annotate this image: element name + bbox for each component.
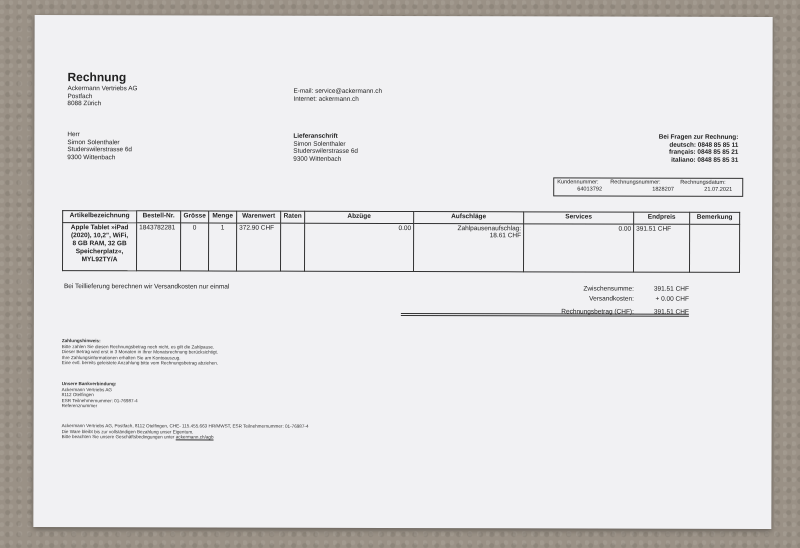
subtotal-row — [542, 284, 689, 294]
total-value: 391.51 CHF — [653, 308, 689, 316]
customer-number-value: 64013792 — [577, 186, 603, 193]
bank-details — [62, 381, 138, 409]
footer-line: Die Ware bleibt bis zur vollständigen Bezahlung unser Eigentum. — [61, 428, 194, 435]
sender-address — [67, 85, 137, 108]
sender-name: Ackermann Vertriebs AG — [67, 85, 138, 93]
contact-info — [293, 88, 382, 103]
delivery-street: Studerswilerstrasse 6d — [293, 147, 358, 156]
item-value: 372.90 CHF — [237, 223, 281, 271]
payment-note — [62, 338, 218, 366]
recipient-salutation: Herr — [67, 131, 80, 139]
totals-block — [542, 284, 689, 317]
line-items-table — [62, 210, 740, 273]
item-surcharges — [414, 224, 524, 272]
contact-internet: Internet: ackermann.ch — [293, 95, 359, 103]
payment-line: Bitte zahlen Sie diesen Rechnungsbetrag noch nicht, es gilt die Zahlpause. — [61, 343, 215, 350]
bank-line: Referenznummer — [61, 403, 98, 409]
payment-line: Dieser Betrag wird erst in 3 Monaten in Ihrer Monatsrechnung berücksichtigt. — [61, 349, 219, 355]
questions-heading: Bei Fragen zur Rechnung: — [658, 133, 739, 141]
invoice-title: Rechnung — [67, 70, 127, 85]
footer-line — [62, 434, 309, 440]
footer — [62, 423, 309, 440]
surcharge-label: Zahlpausenaufschlag: — [457, 225, 522, 233]
shipping-value: + 0.00 CHF — [655, 295, 689, 303]
item-desc-line: MYL92TY/A — [81, 256, 118, 264]
subtotal-label: Zwischensumme: — [583, 285, 634, 293]
col-header: Services — [524, 212, 634, 224]
invoice-number-value: 1828207 — [652, 186, 675, 193]
col-header: Menge — [209, 211, 237, 223]
col-header: Grösse — [181, 211, 209, 223]
customer-number-label: Kundennummer: — [557, 179, 599, 186]
invoice-number-label: Rechnungsnummer: — [610, 179, 661, 186]
col-header: Raten — [281, 211, 305, 223]
item-services: 0.00 — [524, 224, 634, 272]
total-row — [542, 307, 689, 317]
item-deductions: 0.00 — [305, 223, 414, 271]
invoice-sheet — [33, 15, 772, 529]
col-header: Endpreis — [634, 212, 690, 224]
item-remark — [690, 224, 740, 272]
recipient-street: Studerswilerstrasse 6d — [67, 146, 132, 154]
phone-german: deutsch: 0848 85 85 11 — [669, 141, 739, 149]
col-header: Bemerkung — [690, 212, 740, 224]
bank-line: 8112 Otelfingen — [61, 392, 94, 398]
delivery-address — [293, 133, 358, 164]
shipping-label: Versandkosten: — [589, 295, 634, 303]
recipient-name: Simon Solenthaler — [67, 138, 120, 146]
payment-line: Ihre Zahlungsinformationen erhalten Sie am Kontoauszug. — [61, 354, 181, 361]
col-header: Bestell-Nr. — [137, 211, 181, 223]
item-rates — [281, 223, 305, 271]
subtotal-value: 391.51 CHF — [653, 285, 689, 293]
surcharge-value: 18.61 CHF — [489, 232, 522, 240]
col-header: Abzüge — [305, 211, 414, 223]
item-quantity: 1 — [209, 223, 237, 271]
col-header: Warenwert — [237, 211, 281, 223]
support-phone-block — [659, 134, 739, 165]
delivery-name: Simon Solenthaler — [293, 140, 346, 148]
bank-line: Ackermann Vertriebs AG — [61, 386, 113, 392]
item-final-price: 391.51 CHF — [634, 224, 690, 272]
total-label: Rechnungsbetrag (CHF): — [561, 308, 634, 316]
item-desc-line: 8 GB RAM, 32 GB — [72, 240, 127, 248]
item-desc-line: Speicherplatz«, — [75, 248, 124, 256]
item-desc-line: (2020), 10,2", WiFi, — [70, 232, 129, 240]
table-row — [63, 223, 740, 273]
item-size: 0 — [181, 223, 209, 271]
delivery-city: 9300 Wittenbach — [293, 155, 342, 163]
sender-line3: 8088 Zürich — [67, 100, 102, 108]
col-header: Aufschläge — [414, 212, 524, 224]
shipping-row — [542, 294, 689, 304]
sender-line2: Postfach — [67, 92, 93, 100]
invoice-date-value: 21.07.2021 — [704, 186, 733, 193]
col-header: Artikelbezeichnung — [63, 211, 137, 223]
terms-link[interactable]: ackermann.ch/agb — [175, 434, 214, 440]
invoice-date-label: Rechnungsdatum: — [680, 179, 726, 186]
item-order-number: 1843782281 — [137, 223, 181, 271]
footer-terms-text: Bitte beachten Sie unsere Geschäftsbedingungen unter — [61, 434, 176, 440]
recipient-city: 9300 Wittenbach — [67, 153, 116, 162]
bank-heading: Unsere Bankverbindung: — [61, 381, 117, 387]
recipient-address — [67, 131, 132, 162]
item-desc-line: Apple Tablet »iPad — [70, 224, 129, 232]
phone-french: français: 0848 85 85 21 — [669, 148, 739, 157]
item-description — [63, 223, 137, 271]
bank-line: ESR Teilnehmernummer: 01-76987-4 — [61, 397, 138, 404]
footer-line: Ackermann Vertriebs AG, Postfach, 8112 Otelfingen, CHE- 115.455.663 HR/MWST, ESR Teilnehmernummer: 01-76987-4 — [61, 423, 309, 429]
payment-heading: Zahlungshinweis: — [61, 338, 101, 344]
invoice-id-box — [553, 177, 743, 196]
phone-italian: italiano: 0848 85 85 31 — [671, 156, 739, 164]
delivery-heading: Lieferanschrift — [293, 132, 338, 140]
contact-email: E-mail: service@ackermann.ch — [293, 87, 383, 95]
partial-delivery-note: Bei Teillieferung berechnen wir Versandkosten nur einmal — [63, 283, 230, 291]
payment-line: Eine evtl. bereits geleistete Anzahlung bitte vom Rechnungsbetrag abziehen. — [61, 360, 219, 366]
